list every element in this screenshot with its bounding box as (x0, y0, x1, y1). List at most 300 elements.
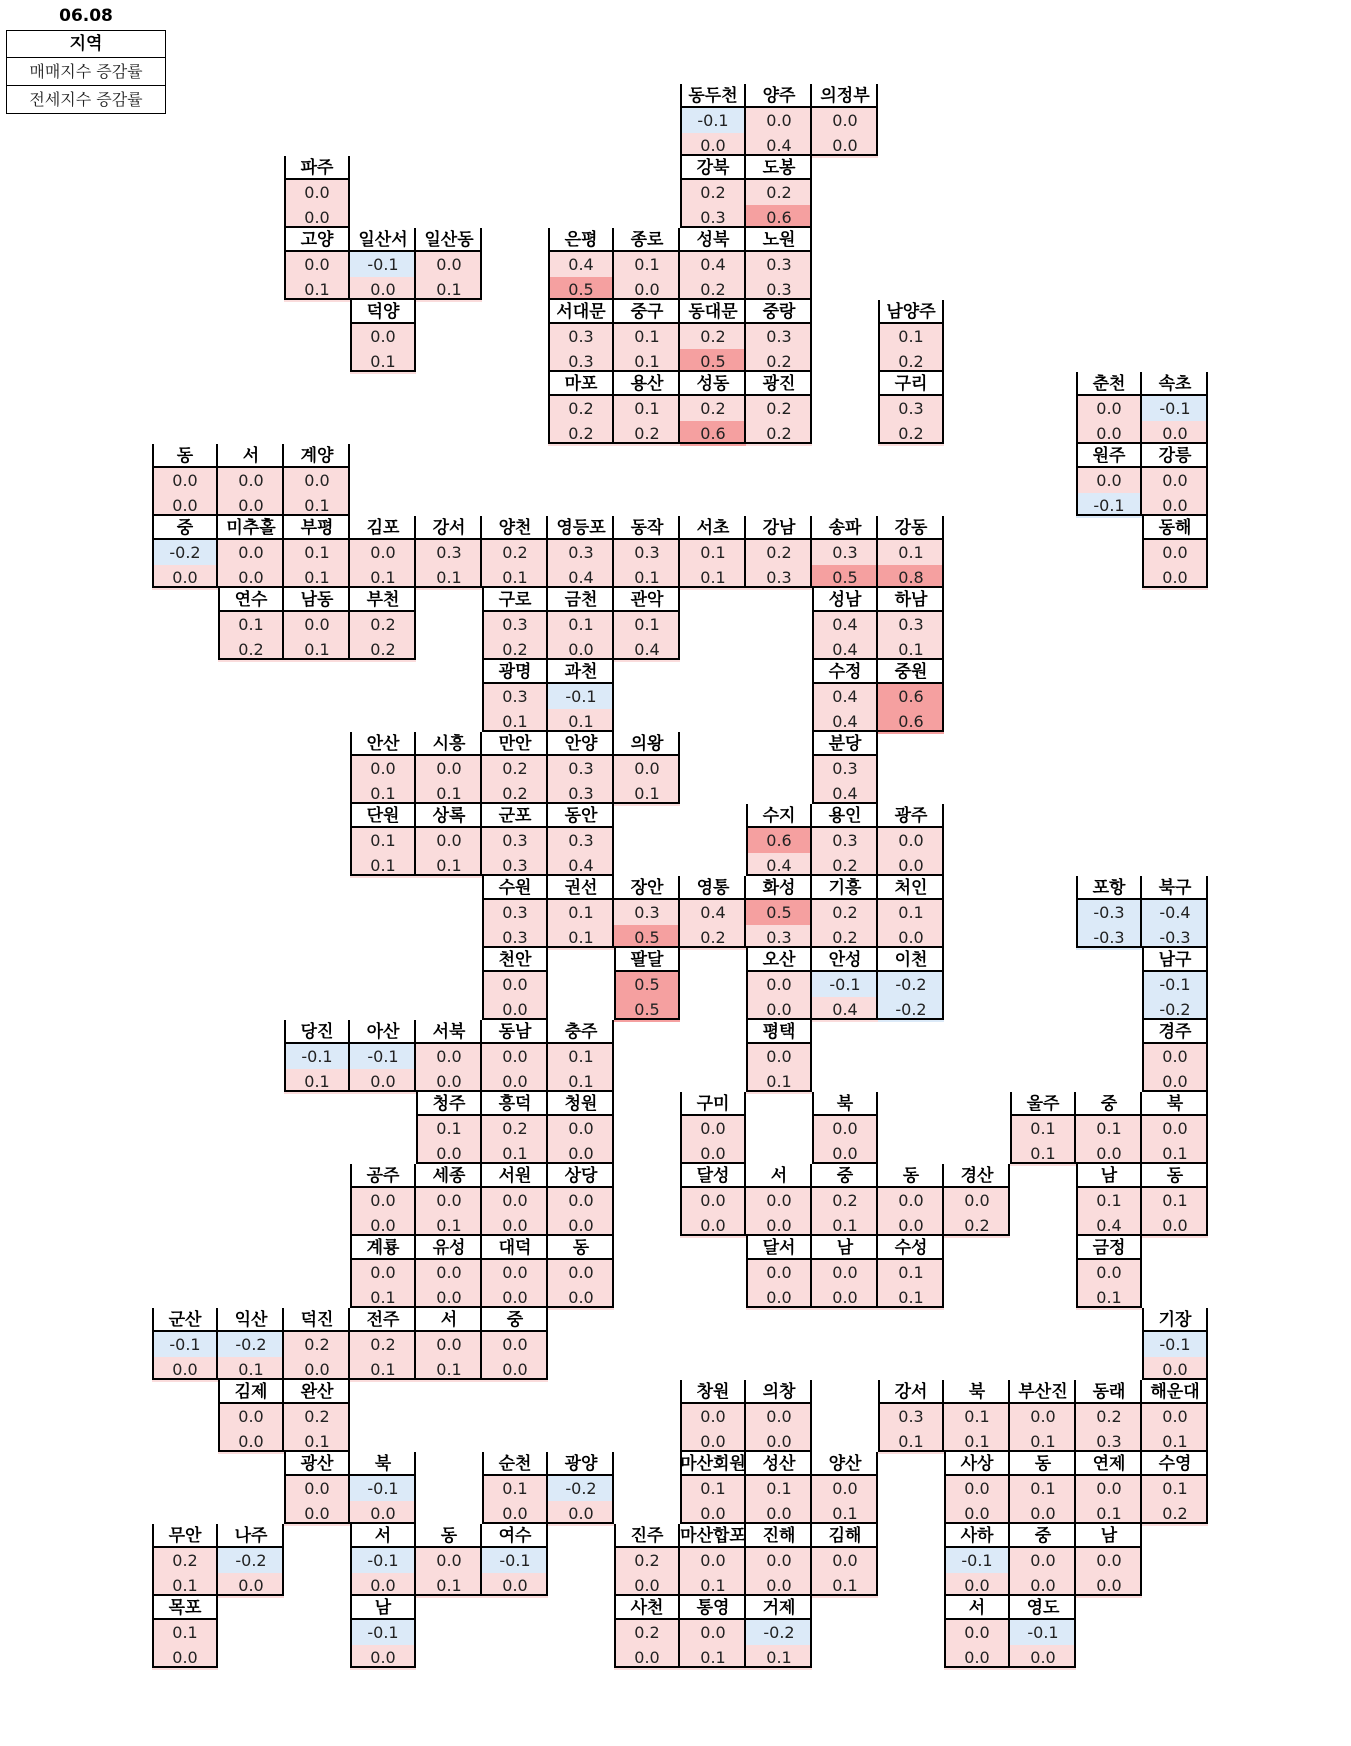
jeonse-change-value: 0.4 (812, 997, 878, 1022)
jeonse-change-value: 0.0 (614, 1573, 680, 1598)
region-name: 의왕 (614, 732, 680, 756)
region-name: 덕양 (350, 300, 416, 324)
sale-change-value: 0.1 (680, 540, 746, 565)
jeonse-change-value: 0.0 (746, 1429, 812, 1454)
jeonse-change-value: 0.1 (416, 1573, 482, 1598)
region-name: 덕진 (284, 1308, 350, 1332)
sale-change-value: -0.1 (284, 1044, 350, 1069)
sale-change-value: -0.1 (1010, 1620, 1076, 1645)
jeonse-change-value: 0.0 (1142, 565, 1208, 590)
sale-change-value: 0.1 (746, 1476, 812, 1501)
region-name: 북구 (1142, 876, 1208, 900)
sale-change-value: 0.0 (680, 1188, 746, 1213)
jeonse-change-value: 0.0 (1142, 1069, 1208, 1094)
jeonse-change-value: 0.1 (350, 565, 416, 590)
sale-change-value: 0.3 (878, 612, 944, 637)
sale-change-value: 0.5 (614, 972, 680, 997)
region-name: 울주 (1010, 1092, 1076, 1116)
jeonse-change-value: 0.1 (1010, 1141, 1076, 1166)
sale-change-value: 0.0 (812, 1548, 878, 1573)
legend-jeonse-row: 전세지수 증감률 (6, 86, 166, 114)
jeonse-change-value: 0.0 (284, 205, 350, 230)
region-name: 남양주 (878, 300, 944, 324)
jeonse-change-value: 0.1 (416, 1357, 482, 1382)
jeonse-change-value: 0.2 (680, 925, 746, 950)
sale-change-value: 0.2 (680, 396, 746, 421)
jeonse-change-value: 0.3 (482, 925, 548, 950)
sale-change-value: 0.0 (680, 1548, 746, 1573)
sale-change-value: 0.0 (284, 612, 350, 637)
jeonse-change-value: 0.2 (812, 925, 878, 950)
sale-change-value: -0.4 (1142, 900, 1208, 925)
region-name: 남 (1076, 1524, 1142, 1548)
jeonse-change-value: 0.5 (548, 277, 614, 302)
sale-change-value: 0.0 (944, 1188, 1010, 1213)
sale-change-value: 0.0 (416, 1188, 482, 1213)
jeonse-change-value: 0.0 (548, 1285, 614, 1310)
jeonse-change-value: 0.3 (746, 277, 812, 302)
region-name: 연제 (1076, 1452, 1142, 1476)
jeonse-change-value: -0.3 (1076, 925, 1142, 950)
sale-change-value: -0.2 (746, 1620, 812, 1645)
jeonse-change-value: 0.0 (680, 1429, 746, 1454)
sale-change-value: 0.0 (218, 540, 284, 565)
jeonse-change-value: 0.0 (416, 1069, 482, 1094)
sale-change-value: -0.1 (350, 1548, 416, 1573)
region-name: 화성 (746, 876, 812, 900)
jeonse-change-value: 0.1 (284, 1069, 350, 1094)
sale-change-value: 0.1 (1142, 1188, 1208, 1213)
jeonse-change-value: 0.1 (680, 1573, 746, 1598)
region-name: 전주 (350, 1308, 416, 1332)
sale-change-value: 0.0 (284, 468, 350, 493)
region-name: 김해 (812, 1524, 878, 1548)
jeonse-change-value: 0.0 (1142, 421, 1208, 446)
jeonse-change-value: 0.5 (614, 997, 680, 1022)
jeonse-change-value: 0.0 (1076, 1573, 1142, 1598)
region-name: 서 (746, 1164, 812, 1188)
jeonse-change-value: 0.1 (218, 1357, 284, 1382)
region-name: 경산 (944, 1164, 1010, 1188)
sale-change-value: 0.0 (416, 1044, 482, 1069)
region-name: 동 (152, 444, 218, 468)
sale-change-value: 0.6 (878, 684, 944, 709)
sale-change-value: -0.2 (548, 1476, 614, 1501)
sale-change-value: 0.3 (812, 540, 878, 565)
region-name: 서원 (482, 1164, 548, 1188)
sale-change-value: 0.0 (152, 468, 218, 493)
sale-change-value: 0.3 (548, 540, 614, 565)
sale-change-value: 0.3 (812, 828, 878, 853)
region-name: 계양 (284, 444, 350, 468)
region-name: 안산 (350, 732, 416, 756)
region-name: 중 (152, 516, 218, 540)
region-name: 만안 (482, 732, 548, 756)
jeonse-change-value: 0.2 (1142, 1501, 1208, 1526)
region-name: 상당 (548, 1164, 614, 1188)
sale-change-value: 0.0 (746, 972, 812, 997)
region-name: 동 (1010, 1452, 1076, 1476)
jeonse-change-value: 0.6 (878, 709, 944, 734)
jeonse-change-value: 0.1 (1010, 1429, 1076, 1454)
sale-change-value: 0.0 (680, 1620, 746, 1645)
region-name: 안양 (548, 732, 614, 756)
jeonse-change-value: 0.4 (1076, 1213, 1142, 1238)
sale-change-value: 0.0 (482, 1044, 548, 1069)
sale-change-value: 0.1 (944, 1404, 1010, 1429)
sale-change-value: 0.0 (1076, 1260, 1142, 1285)
jeonse-change-value: -0.1 (1076, 493, 1142, 518)
jeonse-change-value: 0.1 (680, 1645, 746, 1670)
sale-change-value: 0.0 (614, 756, 680, 781)
region-name: 구미 (680, 1092, 746, 1116)
region-name: 장안 (614, 876, 680, 900)
sale-change-value: 0.1 (878, 900, 944, 925)
region-name: 남구 (1142, 948, 1208, 972)
sale-change-value: 0.3 (482, 900, 548, 925)
region-name: 광주 (878, 804, 944, 828)
jeonse-change-value: 0.0 (944, 1645, 1010, 1670)
sale-change-value: -0.1 (548, 684, 614, 709)
jeonse-change-value: 0.3 (548, 781, 614, 806)
jeonse-change-value: 0.0 (1142, 1357, 1208, 1382)
sale-change-value: 0.0 (284, 252, 350, 277)
sale-change-value: 0.0 (1142, 540, 1208, 565)
jeonse-change-value: 0.2 (548, 421, 614, 446)
sale-change-value: 0.0 (746, 1548, 812, 1573)
jeonse-change-value: 0.0 (482, 1213, 548, 1238)
jeonse-change-value: 0.0 (1142, 1213, 1208, 1238)
region-name: 단원 (350, 804, 416, 828)
region-name: 동남 (482, 1020, 548, 1044)
sale-change-value: -0.1 (1142, 972, 1208, 997)
sale-change-value: 0.1 (1010, 1116, 1076, 1141)
region-name: 양주 (746, 84, 812, 108)
sale-change-value: 0.1 (614, 612, 680, 637)
region-name: 팔달 (614, 948, 680, 972)
sale-change-value: 0.0 (416, 252, 482, 277)
region-name: 광산 (284, 1452, 350, 1476)
jeonse-change-value: 0.1 (746, 1069, 812, 1094)
region-name: 중 (812, 1164, 878, 1188)
sale-change-value: 0.1 (1076, 1116, 1142, 1141)
sale-change-value: 0.0 (218, 1404, 284, 1429)
region-name: 북 (812, 1092, 878, 1116)
sale-change-value: 0.1 (614, 396, 680, 421)
sale-change-value: 0.2 (746, 396, 812, 421)
region-name: 양산 (812, 1452, 878, 1476)
jeonse-change-value: 0.1 (152, 1573, 218, 1598)
jeonse-change-value: 0.0 (548, 637, 614, 662)
region-name: 권선 (548, 876, 614, 900)
jeonse-change-value: 0.1 (416, 853, 482, 878)
region-name: 중랑 (746, 300, 812, 324)
region-name: 남동 (284, 588, 350, 612)
region-name: 흥덕 (482, 1092, 548, 1116)
jeonse-change-value: 0.1 (350, 1285, 416, 1310)
region-name: 종로 (614, 228, 680, 252)
jeonse-change-value: -0.3 (1142, 925, 1208, 950)
sale-change-value: 0.0 (1010, 1548, 1076, 1573)
sale-change-value: 0.2 (482, 540, 548, 565)
sale-change-value: 0.1 (1076, 1188, 1142, 1213)
region-name: 거제 (746, 1596, 812, 1620)
region-name: 공주 (350, 1164, 416, 1188)
sale-change-value: 0.0 (482, 972, 548, 997)
jeonse-change-value: 0.0 (350, 1213, 416, 1238)
sale-change-value: 0.2 (1076, 1404, 1142, 1429)
sale-change-value: 0.1 (152, 1620, 218, 1645)
sale-change-value: 0.0 (284, 180, 350, 205)
jeonse-change-value: 0.8 (878, 565, 944, 590)
jeonse-change-value: 0.0 (218, 1429, 284, 1454)
sale-change-value: 0.1 (548, 612, 614, 637)
jeonse-change-value: 0.1 (944, 1429, 1010, 1454)
date-label: 06.08 (59, 6, 113, 26)
jeonse-change-value: 0.4 (746, 853, 812, 878)
sale-change-value: 0.2 (812, 900, 878, 925)
region-name: 사상 (944, 1452, 1010, 1476)
sale-change-value: 0.2 (680, 324, 746, 349)
region-name: 충주 (548, 1020, 614, 1044)
sale-change-value: 0.0 (416, 756, 482, 781)
jeonse-change-value: 0.2 (878, 421, 944, 446)
region-name: 북 (350, 1452, 416, 1476)
jeonse-change-value: 0.0 (548, 1213, 614, 1238)
jeonse-change-value: 0.2 (350, 637, 416, 662)
region-name: 평택 (746, 1020, 812, 1044)
region-name: 청주 (416, 1092, 482, 1116)
sale-change-value: 0.1 (680, 1476, 746, 1501)
sale-change-value: -0.2 (152, 540, 218, 565)
sale-change-value: 0.3 (878, 396, 944, 421)
jeonse-change-value: 0.0 (152, 565, 218, 590)
region-name: 성남 (812, 588, 878, 612)
region-name: 도봉 (746, 156, 812, 180)
sale-change-value: -0.1 (350, 1044, 416, 1069)
region-name: 용산 (614, 372, 680, 396)
sale-change-value: 0.2 (680, 180, 746, 205)
region-name: 대덕 (482, 1236, 548, 1260)
jeonse-change-value: 0.0 (482, 997, 548, 1022)
sale-change-value: 0.3 (878, 1404, 944, 1429)
jeonse-change-value: 0.0 (482, 1285, 548, 1310)
jeonse-change-value: 0.1 (284, 565, 350, 590)
sale-change-value: -0.2 (218, 1332, 284, 1357)
sale-change-value: 0.1 (878, 1260, 944, 1285)
region-name: 원주 (1076, 444, 1142, 468)
region-name: 동두천 (680, 84, 746, 108)
sale-change-value: 0.4 (812, 684, 878, 709)
region-name: 서 (218, 444, 284, 468)
jeonse-change-value: 0.2 (746, 349, 812, 374)
region-name: 서 (350, 1524, 416, 1548)
sale-change-value: 0.0 (746, 1188, 812, 1213)
sale-change-value: 0.2 (812, 1188, 878, 1213)
jeonse-change-value: 0.3 (680, 205, 746, 230)
region-name: 남 (1076, 1164, 1142, 1188)
jeonse-change-value: 0.1 (482, 1141, 548, 1166)
sale-change-value: 0.0 (1076, 468, 1142, 493)
region-name: 중 (1076, 1092, 1142, 1116)
jeonse-change-value: 0.0 (614, 1645, 680, 1670)
region-name: 춘천 (1076, 372, 1142, 396)
region-name: 사천 (614, 1596, 680, 1620)
sale-change-value: 0.1 (1142, 1476, 1208, 1501)
sale-change-value: 0.0 (350, 1188, 416, 1213)
region-name: 성동 (680, 372, 746, 396)
region-name: 창원 (680, 1380, 746, 1404)
sale-change-value: 0.2 (746, 540, 812, 565)
jeonse-change-value: 0.3 (746, 925, 812, 950)
jeonse-change-value: 0.0 (1010, 1645, 1076, 1670)
jeonse-change-value: 0.1 (350, 349, 416, 374)
sale-change-value: 0.3 (482, 612, 548, 637)
sale-change-value: 0.1 (218, 612, 284, 637)
region-name: 시흥 (416, 732, 482, 756)
sale-change-value: 0.0 (416, 1332, 482, 1357)
sale-change-value: 0.4 (812, 612, 878, 637)
region-name: 파주 (284, 156, 350, 180)
jeonse-change-value: 0.6 (746, 205, 812, 230)
jeonse-change-value: 0.0 (746, 997, 812, 1022)
jeonse-change-value: 0.0 (218, 565, 284, 590)
region-name: 수원 (482, 876, 548, 900)
sale-change-value: 0.2 (350, 612, 416, 637)
jeonse-change-value: 0.1 (284, 493, 350, 518)
sale-change-value: 0.2 (614, 1548, 680, 1573)
sale-change-value: 0.0 (812, 1116, 878, 1141)
sale-change-value: 0.0 (350, 540, 416, 565)
region-name: 북 (944, 1380, 1010, 1404)
region-name: 하남 (878, 588, 944, 612)
region-name: 남 (812, 1236, 878, 1260)
jeonse-change-value: 0.1 (812, 1573, 878, 1598)
region-name: 연수 (218, 588, 284, 612)
jeonse-change-value: 0.1 (614, 781, 680, 806)
region-name: 중원 (878, 660, 944, 684)
region-name: 기장 (1142, 1308, 1208, 1332)
jeonse-change-value: 0.0 (944, 1573, 1010, 1598)
jeonse-change-value: 0.1 (1076, 1501, 1142, 1526)
jeonse-change-value: 0.2 (680, 277, 746, 302)
sale-change-value: -0.1 (1142, 1332, 1208, 1357)
region-name: 관악 (614, 588, 680, 612)
sale-change-value: 0.3 (482, 828, 548, 853)
jeonse-change-value: 0.0 (680, 1501, 746, 1526)
region-name: 통영 (680, 1596, 746, 1620)
sale-change-value: 0.0 (746, 108, 812, 133)
jeonse-change-value: 0.1 (548, 1069, 614, 1094)
region-name: 무안 (152, 1524, 218, 1548)
region-name: 은평 (548, 228, 614, 252)
jeonse-change-value: 0.0 (680, 133, 746, 158)
jeonse-change-value: 0.0 (746, 1213, 812, 1238)
jeonse-change-value: 0.0 (482, 1501, 548, 1526)
jeonse-change-value: 0.0 (350, 277, 416, 302)
jeonse-change-value: 0.3 (1076, 1429, 1142, 1454)
sale-change-value: 0.0 (482, 1260, 548, 1285)
jeonse-change-value: 0.0 (878, 925, 944, 950)
region-name: 진해 (746, 1524, 812, 1548)
sale-change-value: 0.1 (284, 540, 350, 565)
region-name: 양천 (482, 516, 548, 540)
jeonse-change-value: 0.3 (548, 349, 614, 374)
region-name: 강서 (416, 516, 482, 540)
sale-change-value: 0.2 (614, 1620, 680, 1645)
region-name: 광명 (482, 660, 548, 684)
sale-change-value: 0.0 (350, 1260, 416, 1285)
jeonse-change-value: 0.1 (1142, 1429, 1208, 1454)
region-name: 서초 (680, 516, 746, 540)
jeonse-change-value: 0.5 (614, 925, 680, 950)
jeonse-change-value: 0.1 (680, 565, 746, 590)
jeonse-change-value: 0.0 (812, 133, 878, 158)
jeonse-change-value: 0.1 (812, 1501, 878, 1526)
jeonse-change-value: 0.0 (878, 1213, 944, 1238)
jeonse-change-value: 0.0 (416, 1141, 482, 1166)
region-name: 당진 (284, 1020, 350, 1044)
sale-change-value: 0.0 (812, 108, 878, 133)
jeonse-change-value: 0.4 (746, 133, 812, 158)
jeonse-change-value: 0.0 (152, 1645, 218, 1670)
sale-change-value: -0.1 (152, 1332, 218, 1357)
jeonse-change-value: 0.0 (416, 1285, 482, 1310)
region-name: 구리 (878, 372, 944, 396)
jeonse-change-value: 0.0 (812, 1285, 878, 1310)
jeonse-change-value: 0.1 (1076, 1285, 1142, 1310)
sale-change-value: 0.0 (1142, 1044, 1208, 1069)
region-name: 영등포 (548, 516, 614, 540)
sale-change-value: 0.0 (1142, 468, 1208, 493)
jeonse-change-value: 0.2 (812, 853, 878, 878)
region-name: 일산서 (350, 228, 416, 252)
region-name: 남 (350, 1596, 416, 1620)
sale-change-value: 0.2 (548, 396, 614, 421)
sale-change-value: 0.1 (614, 252, 680, 277)
region-name: 의정부 (812, 84, 878, 108)
region-name: 사하 (944, 1524, 1010, 1548)
jeonse-change-value: 0.0 (284, 1501, 350, 1526)
jeonse-change-value: 0.1 (482, 565, 548, 590)
region-name: 오산 (746, 948, 812, 972)
region-name: 수영 (1142, 1452, 1208, 1476)
jeonse-change-value: 0.1 (350, 853, 416, 878)
region-name: 경주 (1142, 1020, 1208, 1044)
sale-change-value: -0.1 (350, 1620, 416, 1645)
region-name: 군포 (482, 804, 548, 828)
jeonse-change-value: 0.2 (482, 637, 548, 662)
jeonse-change-value: 0.0 (152, 493, 218, 518)
jeonse-change-value: 0.3 (482, 853, 548, 878)
region-name: 강릉 (1142, 444, 1208, 468)
jeonse-change-value: 0.1 (350, 781, 416, 806)
region-name: 김포 (350, 516, 416, 540)
jeonse-change-value: 0.4 (812, 637, 878, 662)
jeonse-change-value: 0.0 (284, 1357, 350, 1382)
region-name: 동안 (548, 804, 614, 828)
jeonse-change-value: 0.0 (548, 1141, 614, 1166)
region-name: 일산동 (416, 228, 482, 252)
sale-change-value: 0.4 (548, 252, 614, 277)
sale-change-value: 0.0 (284, 1476, 350, 1501)
sale-change-value: 0.0 (944, 1620, 1010, 1645)
region-name: 중 (1010, 1524, 1076, 1548)
sale-change-value: 0.3 (746, 324, 812, 349)
sale-change-value: 0.3 (482, 684, 548, 709)
jeonse-change-value: 0.1 (614, 349, 680, 374)
region-name: 달성 (680, 1164, 746, 1188)
